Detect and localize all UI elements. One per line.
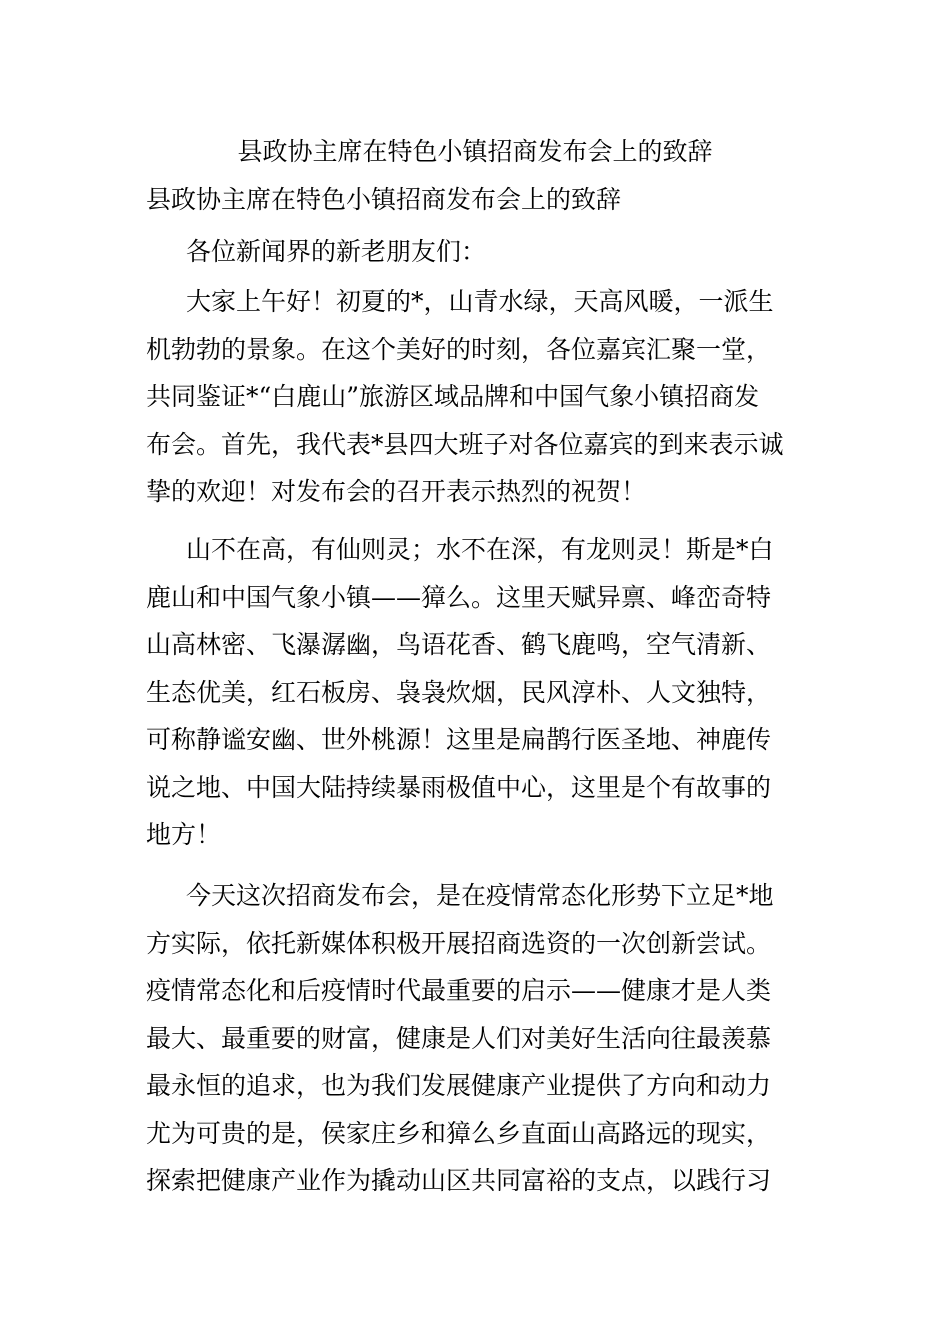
paragraph-line: 方实际，依托新媒体积极开展招商选资的一次创新尝试。 xyxy=(146,928,772,958)
paragraph-line: 挚的欢迎！对发布会的召开表示热烈的祝贺！ xyxy=(146,477,647,506)
greeting-line: 各位新闻界的新老朋友们： xyxy=(186,237,487,266)
paragraph-line: 地方！ xyxy=(146,820,222,849)
paragraph-line: 疫情常态化和后疫情时代最重要的启示——健康才是人类 xyxy=(146,976,772,1005)
paragraph-line: 共同鉴证*“白鹿山”旅游区域品牌和中国气象小镇招商发 xyxy=(146,382,760,411)
paragraph-line: 山不在高，有仙则灵；水不在深，有龙则灵！斯是*白 xyxy=(186,535,774,564)
paragraph-line: 生态优美，红石板房、袅袅炊烟，民风淳朴、人文独特， xyxy=(146,677,772,707)
paragraph-welcome xyxy=(146,278,806,516)
paragraph-scenery xyxy=(146,526,806,859)
paragraph-line: 大家上午好！初夏的*，山青水绿，天高风暖，一派生 xyxy=(186,287,774,316)
paragraph-line: 探索把健康产业作为撬动山区共同富裕的支点，以践行习 xyxy=(146,1166,772,1195)
paragraph-line: 说之地、中国大陆持续暴雨极值中心，这里是个有故事的 xyxy=(146,772,772,802)
paragraph-line: 鹿山和中国气象小镇——獐么。这里天赋异禀、峰峦奇特 xyxy=(146,582,772,612)
paragraph-line: 山高林密、飞瀑潺幽，鸟语花香、鹤飞鹿鸣，空气清新、 xyxy=(146,630,772,659)
paragraph-line: 布会。首先，我代表*县四大班子对各位嘉宾的到来表示诚 xyxy=(146,429,784,459)
document-subtitle: 县政协主席在特色小镇招商发布会上的致辞 xyxy=(146,185,622,214)
paragraph-line: 机勃勃的景象。在这个美好的时刻，各位嘉宾汇聚一堂， xyxy=(146,334,772,364)
paragraph-line: 最大、最重要的财富，健康是人们对美好生活向往最羡慕 xyxy=(146,1023,772,1053)
paragraph-investment xyxy=(146,872,806,1205)
paragraph-line: 最永恒的追求，也为我们发展健康产业提供了方向和动力 xyxy=(146,1071,772,1100)
paragraph-line: 尤为可贵的是，侯家庄乡和獐么乡直面山高路远的现实， xyxy=(146,1118,772,1148)
document-title: 县政协主席在特色小镇招商发布会上的致辞 xyxy=(237,137,713,166)
paragraph-line: 可称静谧安幽、世外桃源！这里是扁鹊行医圣地、神鹿传 xyxy=(146,725,772,754)
paragraph-line: 今天这次招商发布会，是在疫情常态化形势下立足*地 xyxy=(186,881,774,910)
